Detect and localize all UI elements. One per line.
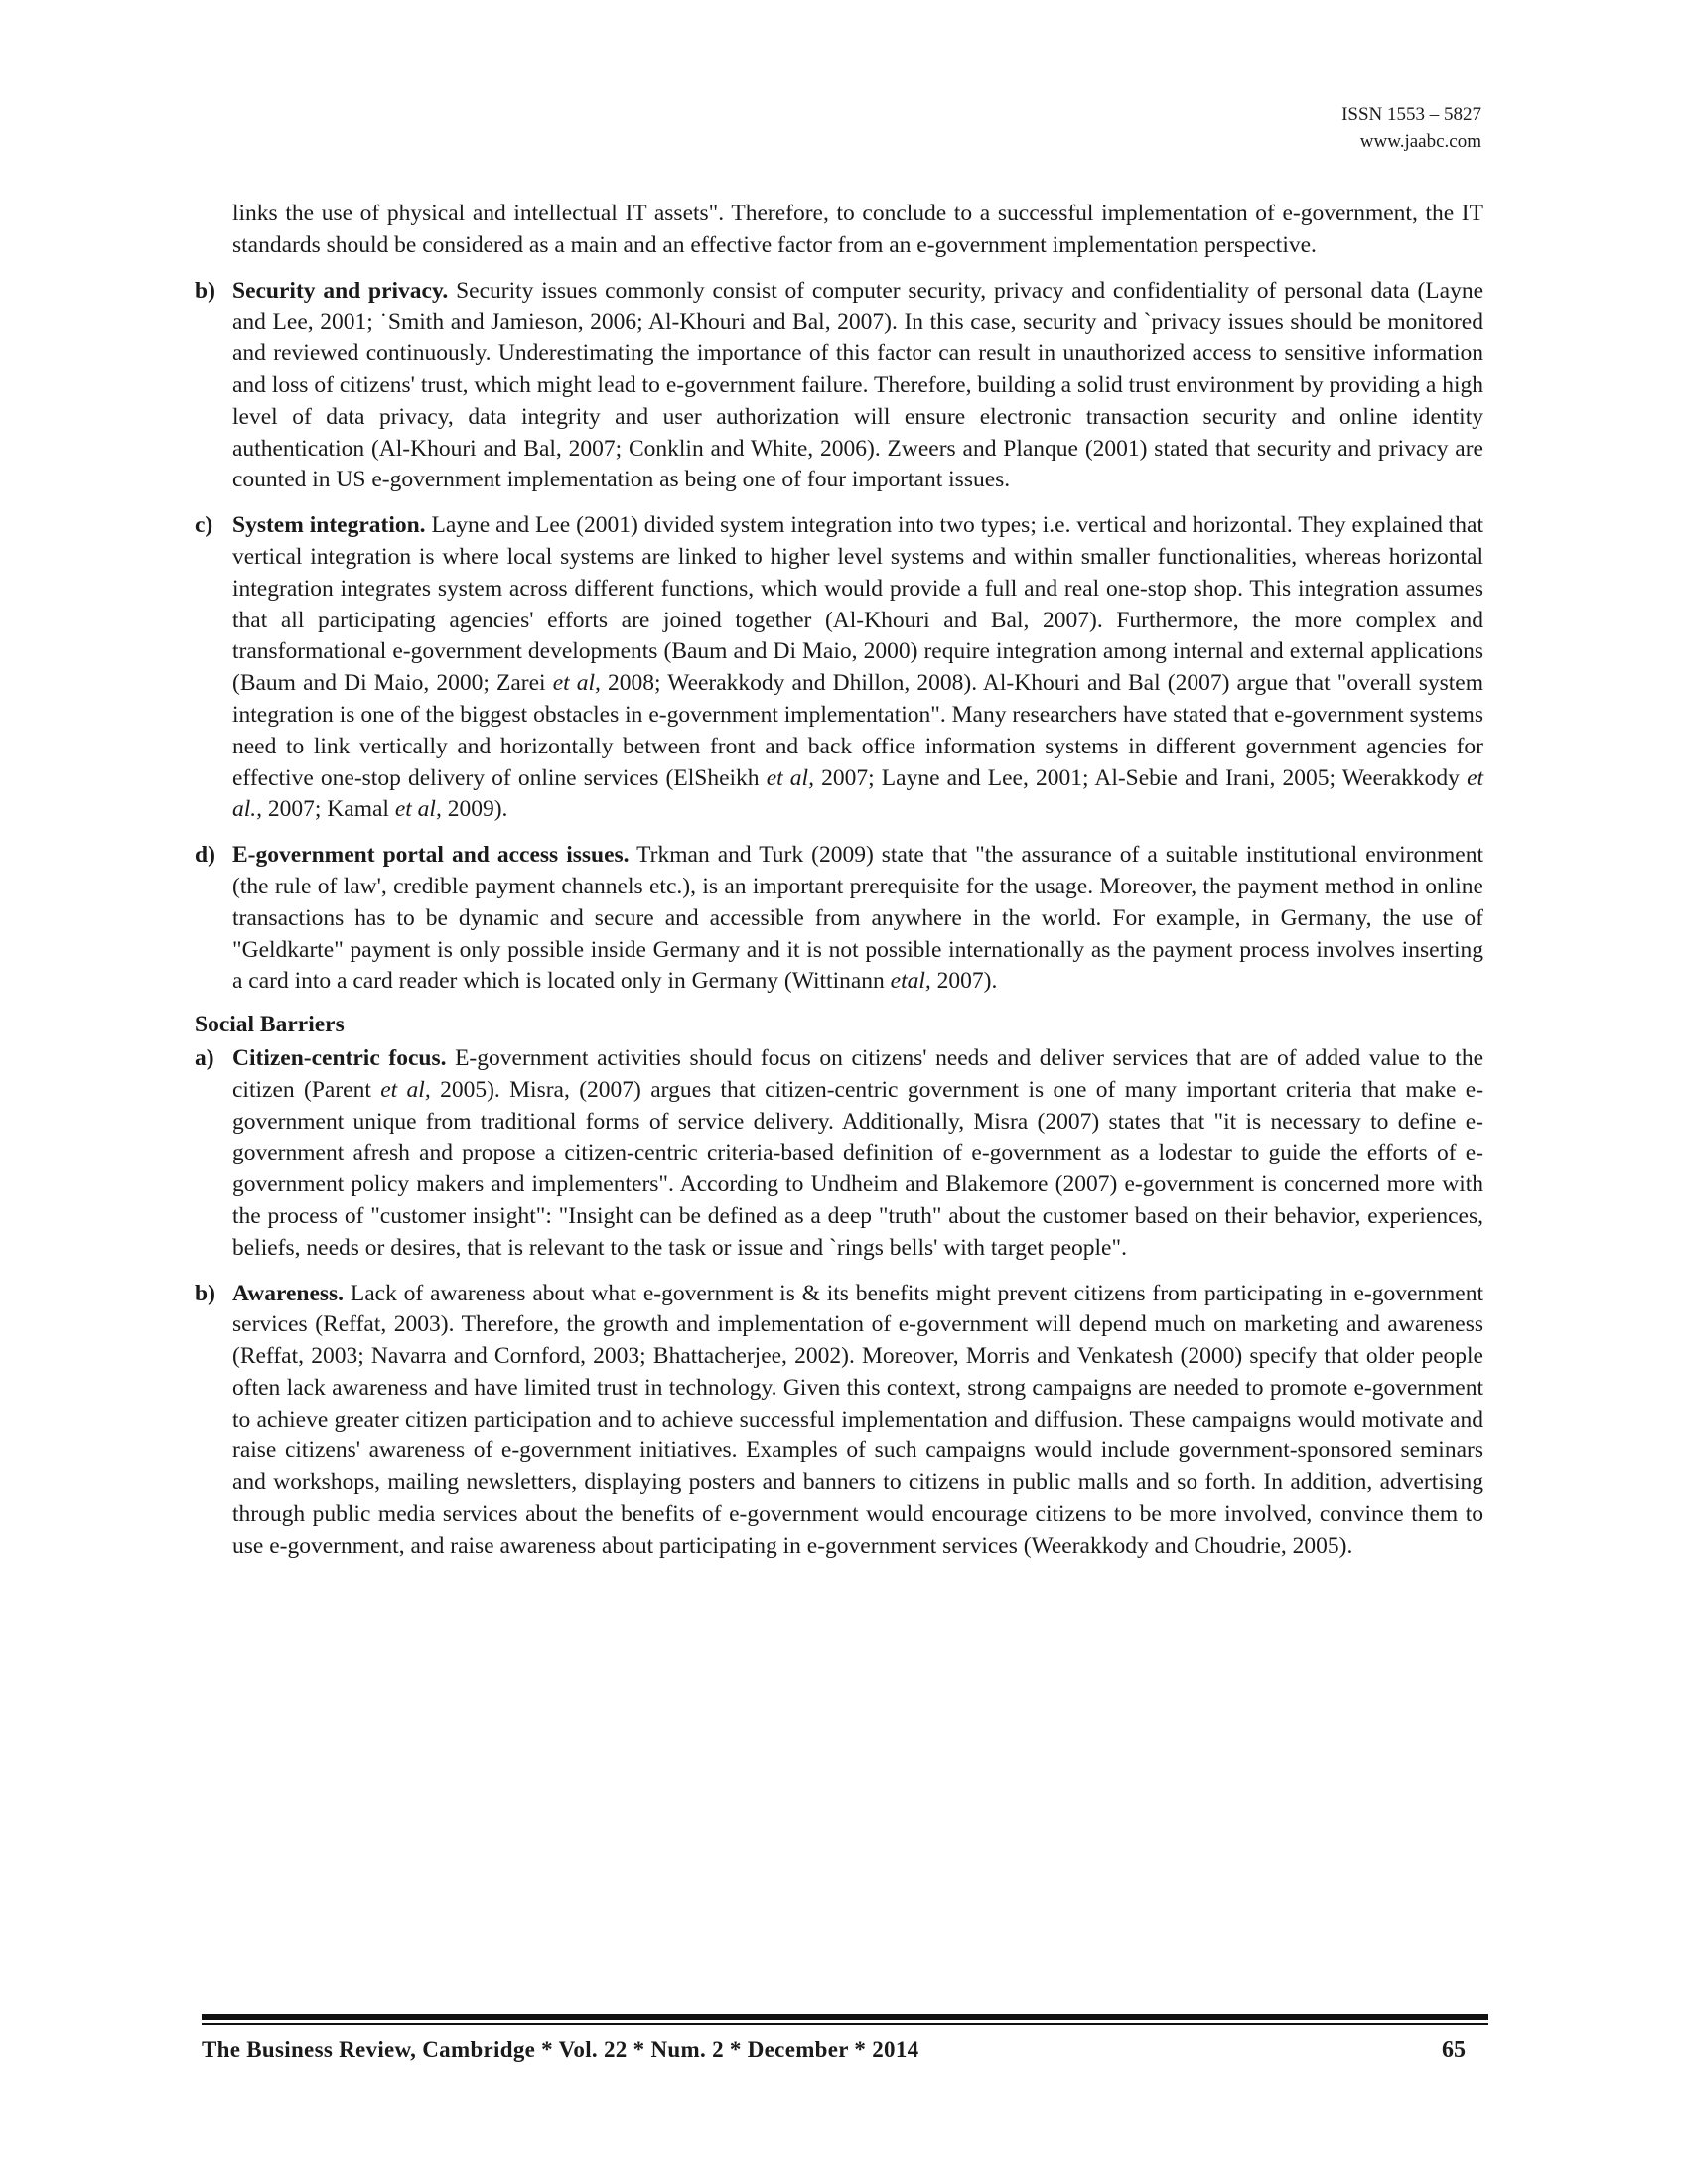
item-label: b) bbox=[195, 277, 215, 304]
list-item-system-integration bbox=[195, 510, 1483, 826]
item-title: Citizen-centric focus. bbox=[232, 1044, 447, 1071]
item-title: System integration. bbox=[232, 512, 426, 539]
item-title: Awareness. bbox=[232, 1280, 345, 1306]
list-item-portal-access bbox=[195, 840, 1483, 998]
footer-journal-citation: The Business Review, Cambridge * Vol. 22 * Num. 2 * December * 2014 bbox=[202, 2037, 919, 2062]
item-text: 2008; Weerakkody and Dhillon, 2008). Al-Khouri and Bal (2007) argue that "overall system integration is one of the biggest obstacles in e-government implementation". Many researchers have stated that e-government systems need to link vertically and horizontally between front and back office information systems in different government agencies for effective one-stop delivery of online services (ElSheikh bbox=[232, 670, 1483, 791]
citation-etal: et al, bbox=[766, 764, 814, 791]
list-item-awareness bbox=[195, 1279, 1483, 1563]
item-label: b) bbox=[195, 1280, 215, 1306]
item-text: E-government activities should focus on citizens' needs and deliver services that are of added value to the citizen (Parent bbox=[232, 1044, 1483, 1103]
citation-etal: et al, bbox=[380, 1076, 431, 1103]
item-label: d) bbox=[195, 842, 215, 869]
item-text: 2007; Kamal bbox=[267, 796, 389, 823]
item-text: Layne and Lee (2001) divided system integration into two types; i.e. vertical and horizontal. They explained that vertical integration is where local systems are linked to higher level systems and within smaller functionalities, whereas horizontal integration integrates system across different functions, which would provide a full and real one-stop shop. This integration assumes that all participating agencies' efforts are joined together (Al-Khouri and Bal, 2007). Furthermore, the more complex and transformational e-government developments (Baum and Di Maio, 2000) require integration among internal and external applications (Baum and Di Maio, 2000; Zarei bbox=[232, 512, 1484, 697]
item-title: Security and privacy. bbox=[232, 277, 449, 304]
item-text: Security issues commonly consist of computer security, privacy and confidentiality of personal data (Layne and Lee, 2001; ˙Smith and Jamieson, 2006; Al-Khouri and Bal, 2007). In this case, security and `privacy issues should be monitored and reviewed continuously. Underestimating the importance of this factor can result in unauthorized access to sensitive information and loss of citizens' trust, which might lead to e-government failure. Therefore, building a solid trust environment by providing a high level of data privacy, data integrity and user authorization will ensure electronic transaction security and online identity authentication (Al-Khouri and Bal, 2007; Conklin and White, 2006). Zweers and Planque (2001) stated that security and privacy are counted in US e-government implementation as being one of four important issues. bbox=[232, 277, 1483, 493]
citation-etal: et al, bbox=[394, 796, 442, 823]
list-item-security-privacy bbox=[195, 276, 1483, 497]
item-text: 2007). bbox=[936, 968, 998, 995]
citation-etal: et al, bbox=[552, 670, 601, 697]
item-text: 2007; Layne and Lee, 2001; Al-Sebie and Irani, 2005; Weerakkody bbox=[821, 764, 1460, 791]
item-label: a) bbox=[195, 1044, 214, 1071]
page-header bbox=[1341, 101, 1481, 155]
section-heading-social-barriers: Social Barriers bbox=[195, 1012, 345, 1038]
body-text bbox=[195, 199, 1483, 1563]
item-text: 2005). Misra, (2007) argues that citizen-centric government is one of many important criteria that make e-government unique from traditional forms of service delivery. Additionally, Misra (2007) states that "it is necessary to define e-government afresh and propose a citizen-centric criteria-based definition of e-government as a lodestar to guide the efforts of e-government policy makers and implementers". According to Undheim and Blakemore (2007) e-government is concerned more with the process of "customer insight": "Insight can be defined as a deep "truth" about the customer based on their behavior, experiences, beliefs, needs or desires, that is relevant to the task or issue and `rings bells' with target people". bbox=[232, 1076, 1484, 1261]
item-text: 2009). bbox=[447, 796, 508, 823]
item-text: Trkman and Turk (2009) state that "the assurance of a suitable institutional environment (the rule of law', credible payment channels etc.), is an important prerequisite for the usage. Moreover, the payment method in online transactions has to be dynamic and secure and accessible from anywhere in the world. For example, in Germany, the use of "Geldkarte" payment is only possible inside Germany and it is not possible internationally as the payment process involves inserting a card into a card reader which is located only in Germany (Wittinann bbox=[232, 842, 1484, 995]
website-link[interactable]: www.jaabc.com bbox=[1359, 131, 1481, 152]
footer-rule-thick bbox=[202, 2014, 1488, 2020]
intro-paragraph: links the use of physical and intellectual IT assets". Therefore, to conclude to a successful implementation of e-government, the IT standards should be considered as a main and an effective factor from an e-government implementation perspective. bbox=[232, 201, 1483, 258]
footer-rule-thin bbox=[202, 2023, 1488, 2025]
list-item-citizen-centric bbox=[195, 1043, 1483, 1265]
issn-label: ISSN 1553 – 5827 bbox=[1341, 104, 1481, 125]
citation-etal: etal, bbox=[890, 968, 931, 995]
citation-etal: et al., bbox=[232, 764, 1484, 823]
page-number: 65 bbox=[1442, 2037, 1466, 2063]
item-label: c) bbox=[195, 512, 213, 539]
item-title: E-government portal and access issues. bbox=[232, 842, 630, 869]
item-text: Lack of awareness about what e-government is & its benefits might prevent citizens from participating in e-government services (Reffat, 2003). Therefore, the growth and implementation of e-government will depend much on marketing and awareness (Reffat, 2003; Navarra and Cornford, 2003; Bhattacherjee, 2002). Moreover, Morris and Venkatesh (2000) specify that older people often lack awareness and have limited trust in technology. Given this context, strong campaigns are needed to promote e-government to achieve greater citizen participation and to achieve successful implementation and diffusion. These campaigns would motivate and raise citizens' awareness of e-government initiatives. Examples of such campaigns would include government-sponsored seminars and workshops, mailing newsletters, displaying posters and banners to citizens in public malls and so forth. In addition, advertising through public media services about the benefits of e-government would encourage citizens to be more involved, convince them to use e-government, and raise awareness about participating in e-government services (Weerakkody and Choudrie, 2005). bbox=[232, 1280, 1484, 1559]
